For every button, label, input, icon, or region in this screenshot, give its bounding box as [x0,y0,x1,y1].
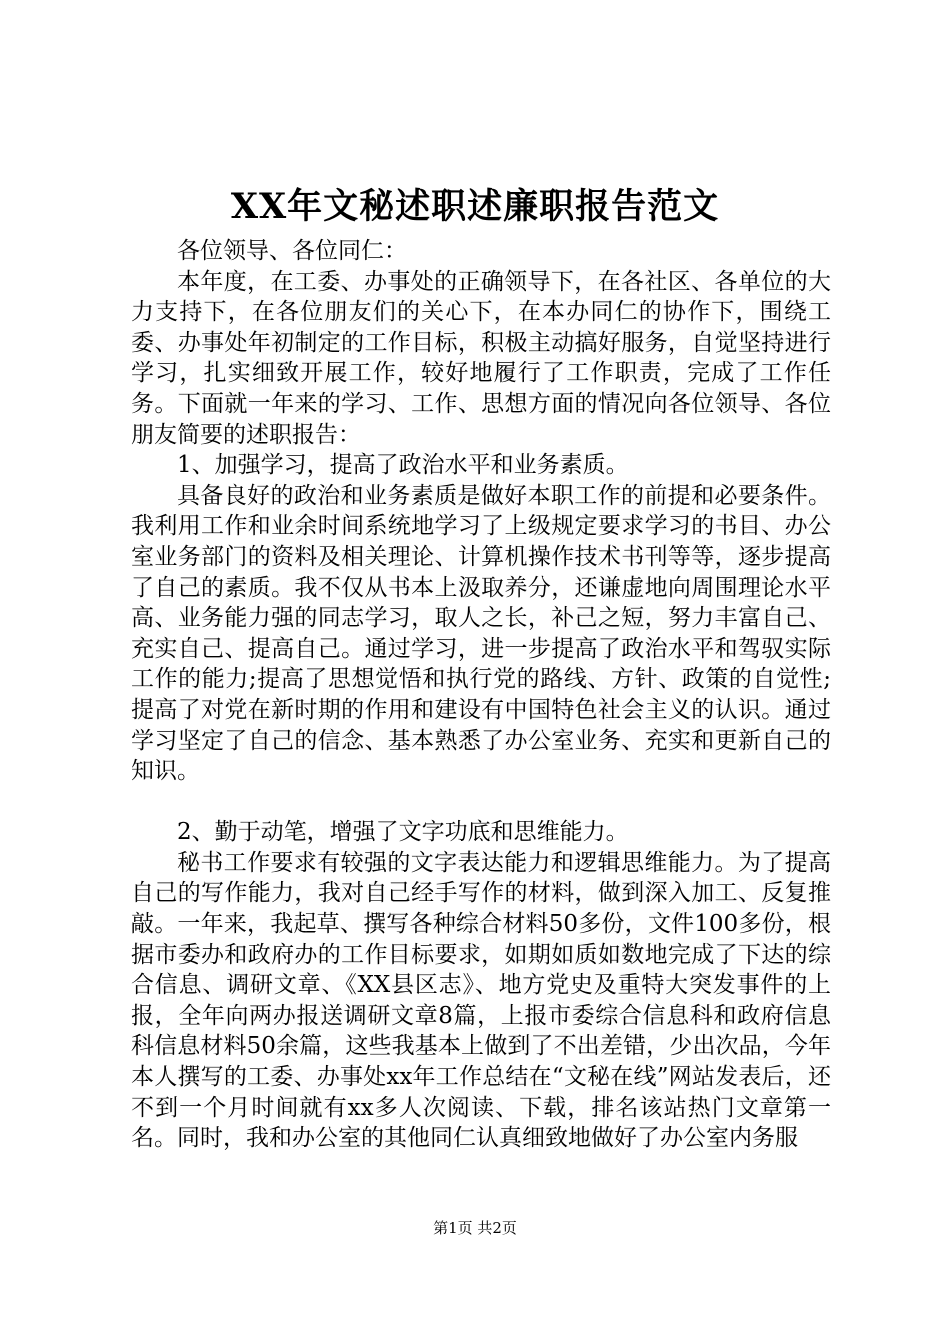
section-paragraph-2: 秘书工作要求有较强的文字表达能力和逻辑思维能力。为了提高自己的写作能力，我对自己经手写作的材料，做到深入加工、反复推敲。一年来，我起草、撰写各种综合材料50多份，文件100多份，根据市委办和政府办的工作目标要求，如期如质如数地完成了下达的综合信息、调研文章、《XX县区志》、地方党史及重特大突发事件的上报，全年向两办报送调研文章8篇，上报市委综合信息科和政府信息科信息材料50余篇，这些我基本上做到了不出差错，少出次品，今年本人撰写的工委、办事处xx年工作总结在“文秘在线”网站发表后，还不到一个月时间就有xx多人次阅读、下载，排名该站热门文章第一名。同时，我和办公室的其他同仁认真细致地做好了办公室内务服 [131,849,831,1152]
section-heading-1: 1、加强学习，提高了政治水平和业务素质。 [177,452,629,479]
intro-paragraph: 本年度，在工委、办事处的正确领导下，在各社区、各单位的大力支持下，在各位朋友们的关心下，在本办同仁的协作下，围绕工委、办事处年初制定的工作目标，积极主动搞好服务，自觉坚持进行学习，扎实细致开展工作，较好地履行了工作职责，完成了工作任务。下面就一年来的学习、工作、思想方面的情况向各位领导、各位朋友简要的述职报告： [131,268,831,448]
document-title: XX年文秘述职述廉职报告范文 [230,186,720,227]
paragraph-spacer [131,787,831,818]
section-heading-2: 2、勤于动笔，增强了文字功底和思维能力。 [177,819,629,846]
page-footer: 第1页 共2页 [433,1219,517,1237]
document-body [131,236,831,1154]
section-paragraph-1: 具备良好的政治和业务素质是做好本职工作的前提和必要条件。我利用工作和业余时间系统地学习了上级规定要求学习的书目、办公室业务部门的资料及相关理论、计算机操作技术书刊等等，逐步提高了自己的素质。我不仅从书本上汲取养分，还谦虚地向周围理论水平高、业务能力强的同志学习，取人之长，补己之短，努力丰富自己、充实自己、提高自己。通过学习，进一步提高了政治水平和驾驭实际工作的能力;提高了思想觉悟和执行党的路线、方针、政策的自觉性;提高了对党在新时期的作用和建设有中国特色社会主义的认识。通过学习坚定了自己的信念、基本熟悉了办公室业务、充实和更新自己的知识。 [131,482,831,785]
salutation: 各位领导、各位同仁： [177,238,407,264]
